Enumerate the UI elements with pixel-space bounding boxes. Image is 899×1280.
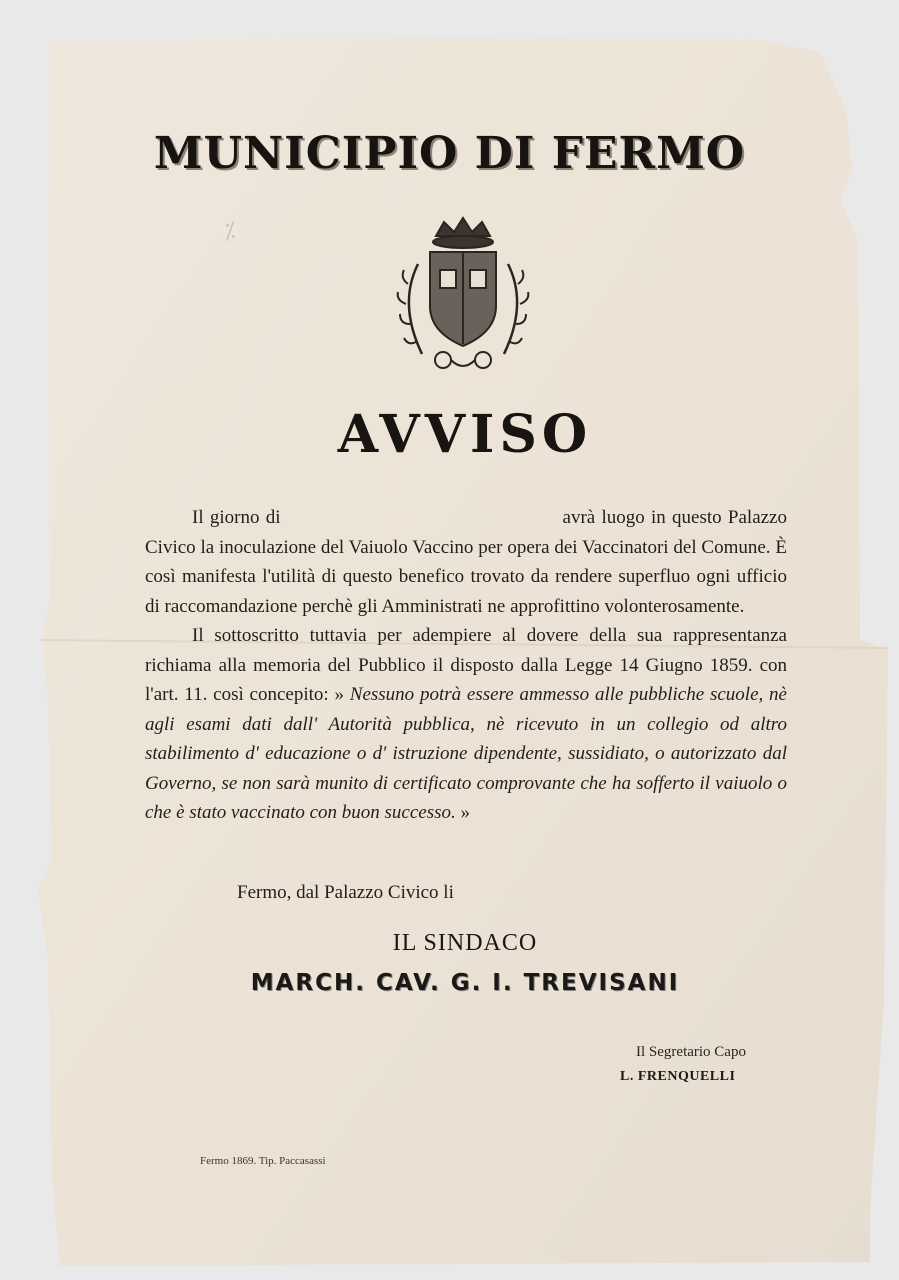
printer-imprint: Fermo 1869. Tip. Paccasassi	[200, 1155, 326, 1167]
paragraph1-start: Il giorno di	[192, 507, 281, 528]
notice-body	[145, 503, 787, 828]
secretary-label: Il Segretario Capo	[636, 1044, 746, 1060]
paragraph-vaccination	[145, 503, 787, 621]
notice-title: AVVISO	[337, 404, 593, 465]
pencil-annotation: ⁒	[223, 217, 237, 244]
law-quote: Nessuno potrà essere ammesso alle pubbliche scuole, nè agli esami dati dall' Autorità pubblica, nè ricevuto in un collegio od altro stabilimento d' educazione o d' istruzione dipendente, sussidiato, o autorizzato dal Governo, se non sarà munito di certificato comprovante che ha sofferto il vaiuolo o che è stato vaccinato con buon successo.	[145, 684, 787, 823]
paragraph2-plain: Il sottoscritto tuttavia per adempiere al dovere della sua rappresentanza richiama alla memoria del Pubblico il disposto dalla Legge 14 Giugno 1859. con l'art. 11. così concepito: »	[145, 625, 787, 705]
municipality-heading: MUNICIPIO DI FERMO	[153, 128, 746, 179]
mayor-name: MARCH. CAV. G. I. TREVISANI	[250, 970, 680, 996]
paragraph1-rest: avrà luogo in questo Palazzo Civico la inoculazione del Vaiuolo Vaccino per opera dei Vaccinatori del Comune. È così manifesta l'utilità di questo benefico trovato da rendere superfluo ogni ufficio di raccomandazione perchè gli Amministrati ne approfittino volonterosamente.	[145, 507, 787, 617]
closing-line: Fermo, dal Palazzo Civico li	[237, 882, 454, 903]
paragraph-law	[145, 621, 787, 828]
secretary-name: L. FRENQUELLI	[620, 1069, 736, 1084]
paragraph2-end: »	[455, 802, 471, 823]
mayor-label: IL SINDACO	[392, 930, 538, 956]
crowned-coat-of-arms-icon	[388, 214, 538, 379]
